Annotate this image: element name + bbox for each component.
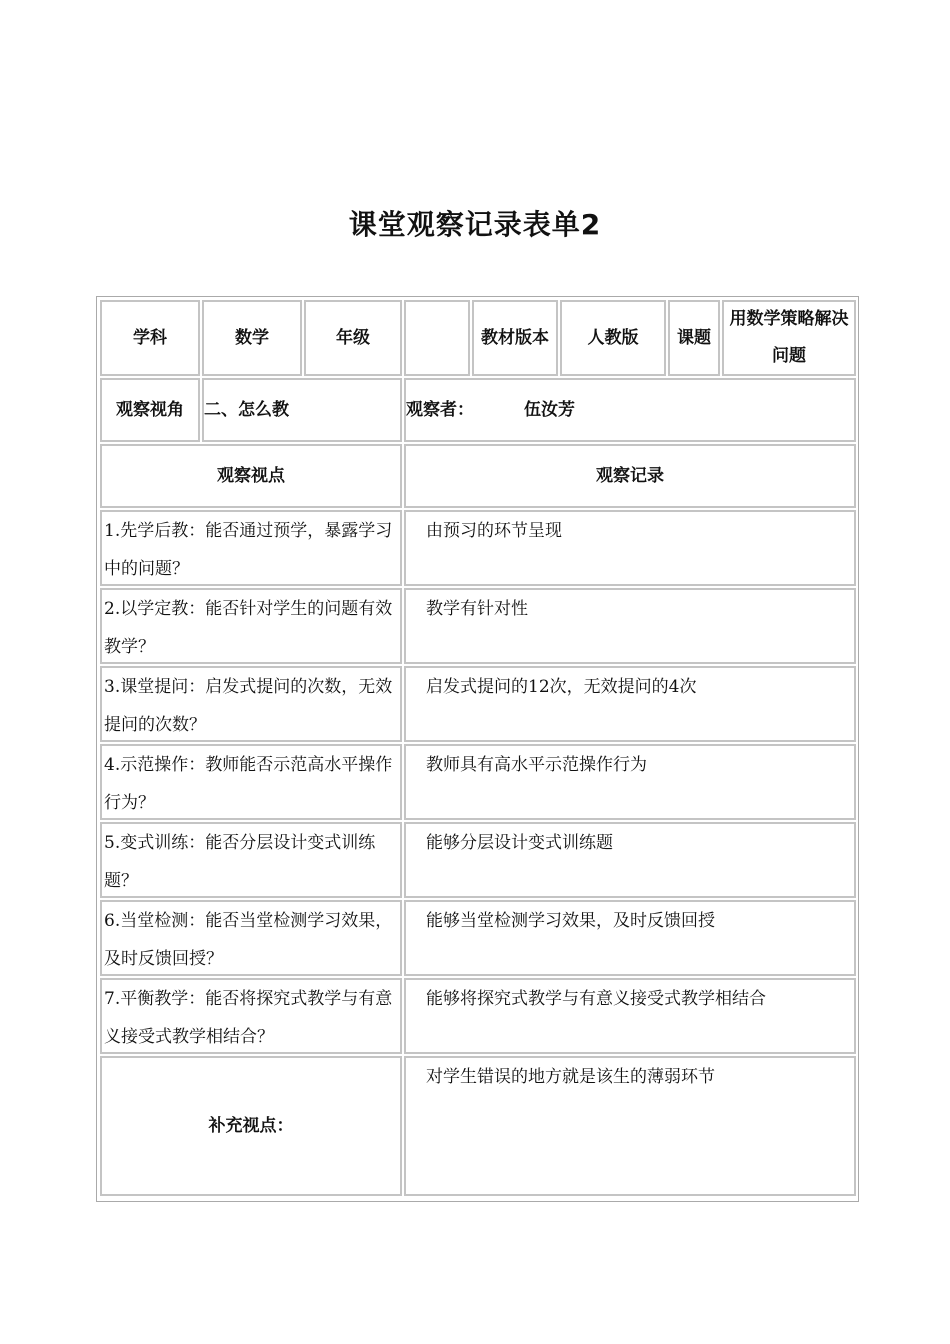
grade-value bbox=[404, 300, 470, 376]
observation-record: 由预习的环节呈现 bbox=[404, 510, 856, 586]
column-header-point: 观察视点 bbox=[100, 444, 402, 508]
observation-table bbox=[96, 296, 859, 1202]
observer-label: 观察者： bbox=[406, 400, 474, 420]
grade-label: 年级 bbox=[304, 300, 402, 376]
observer-value: 伍汝芳 bbox=[524, 400, 575, 420]
topic-value: 用数学策略解决问题 bbox=[722, 300, 856, 376]
page-title: 课堂观察记录表单2 bbox=[348, 208, 602, 241]
observation-point: 5.变式训练：能否分层设计变式训练题？ bbox=[100, 822, 402, 898]
perspective-value: 二、怎么教 bbox=[202, 378, 402, 442]
observation-record: 教学有针对性 bbox=[404, 588, 856, 664]
topic-label: 课题 bbox=[668, 300, 720, 376]
observation-record: 能够将探究式教学与有意义接受式教学相结合 bbox=[404, 978, 856, 1054]
observation-record: 教师具有高水平示范操作行为 bbox=[404, 744, 856, 820]
observer-cell bbox=[404, 378, 856, 442]
observation-point: 4.示范操作：教师能否示范高水平操作行为？ bbox=[100, 744, 402, 820]
observation-point: 7.平衡教学：能否将探究式教学与有意义接受式教学相结合？ bbox=[100, 978, 402, 1054]
observation-point: 6.当堂检测：能否当堂检测学习效果，及时反馈回授？ bbox=[100, 900, 402, 976]
observation-point: 3.课堂提问：启发式提问的次数，无效提问的次数？ bbox=[100, 666, 402, 742]
observation-record: 能够分层设计变式训练题 bbox=[404, 822, 856, 898]
observation-record: 能够当堂检测学习效果，及时反馈回授 bbox=[404, 900, 856, 976]
supplement-label: 补充视点： bbox=[100, 1056, 402, 1196]
perspective-label: 观察视角 bbox=[100, 378, 200, 442]
column-header-record: 观察记录 bbox=[404, 444, 856, 508]
supplement-record: 对学生错误的地方就是该生的薄弱环节 bbox=[404, 1056, 856, 1196]
observation-point: 1.先学后教：能否通过预学，暴露学习中的问题？ bbox=[100, 510, 402, 586]
subject-label: 学科 bbox=[100, 300, 200, 376]
observation-point: 2.以学定教：能否针对学生的问题有效教学？ bbox=[100, 588, 402, 664]
edition-value: 人教版 bbox=[560, 300, 666, 376]
edition-label: 教材版本 bbox=[472, 300, 558, 376]
observation-record: 启发式提问的12次，无效提问的4次 bbox=[404, 666, 856, 742]
subject-value: 数学 bbox=[202, 300, 302, 376]
